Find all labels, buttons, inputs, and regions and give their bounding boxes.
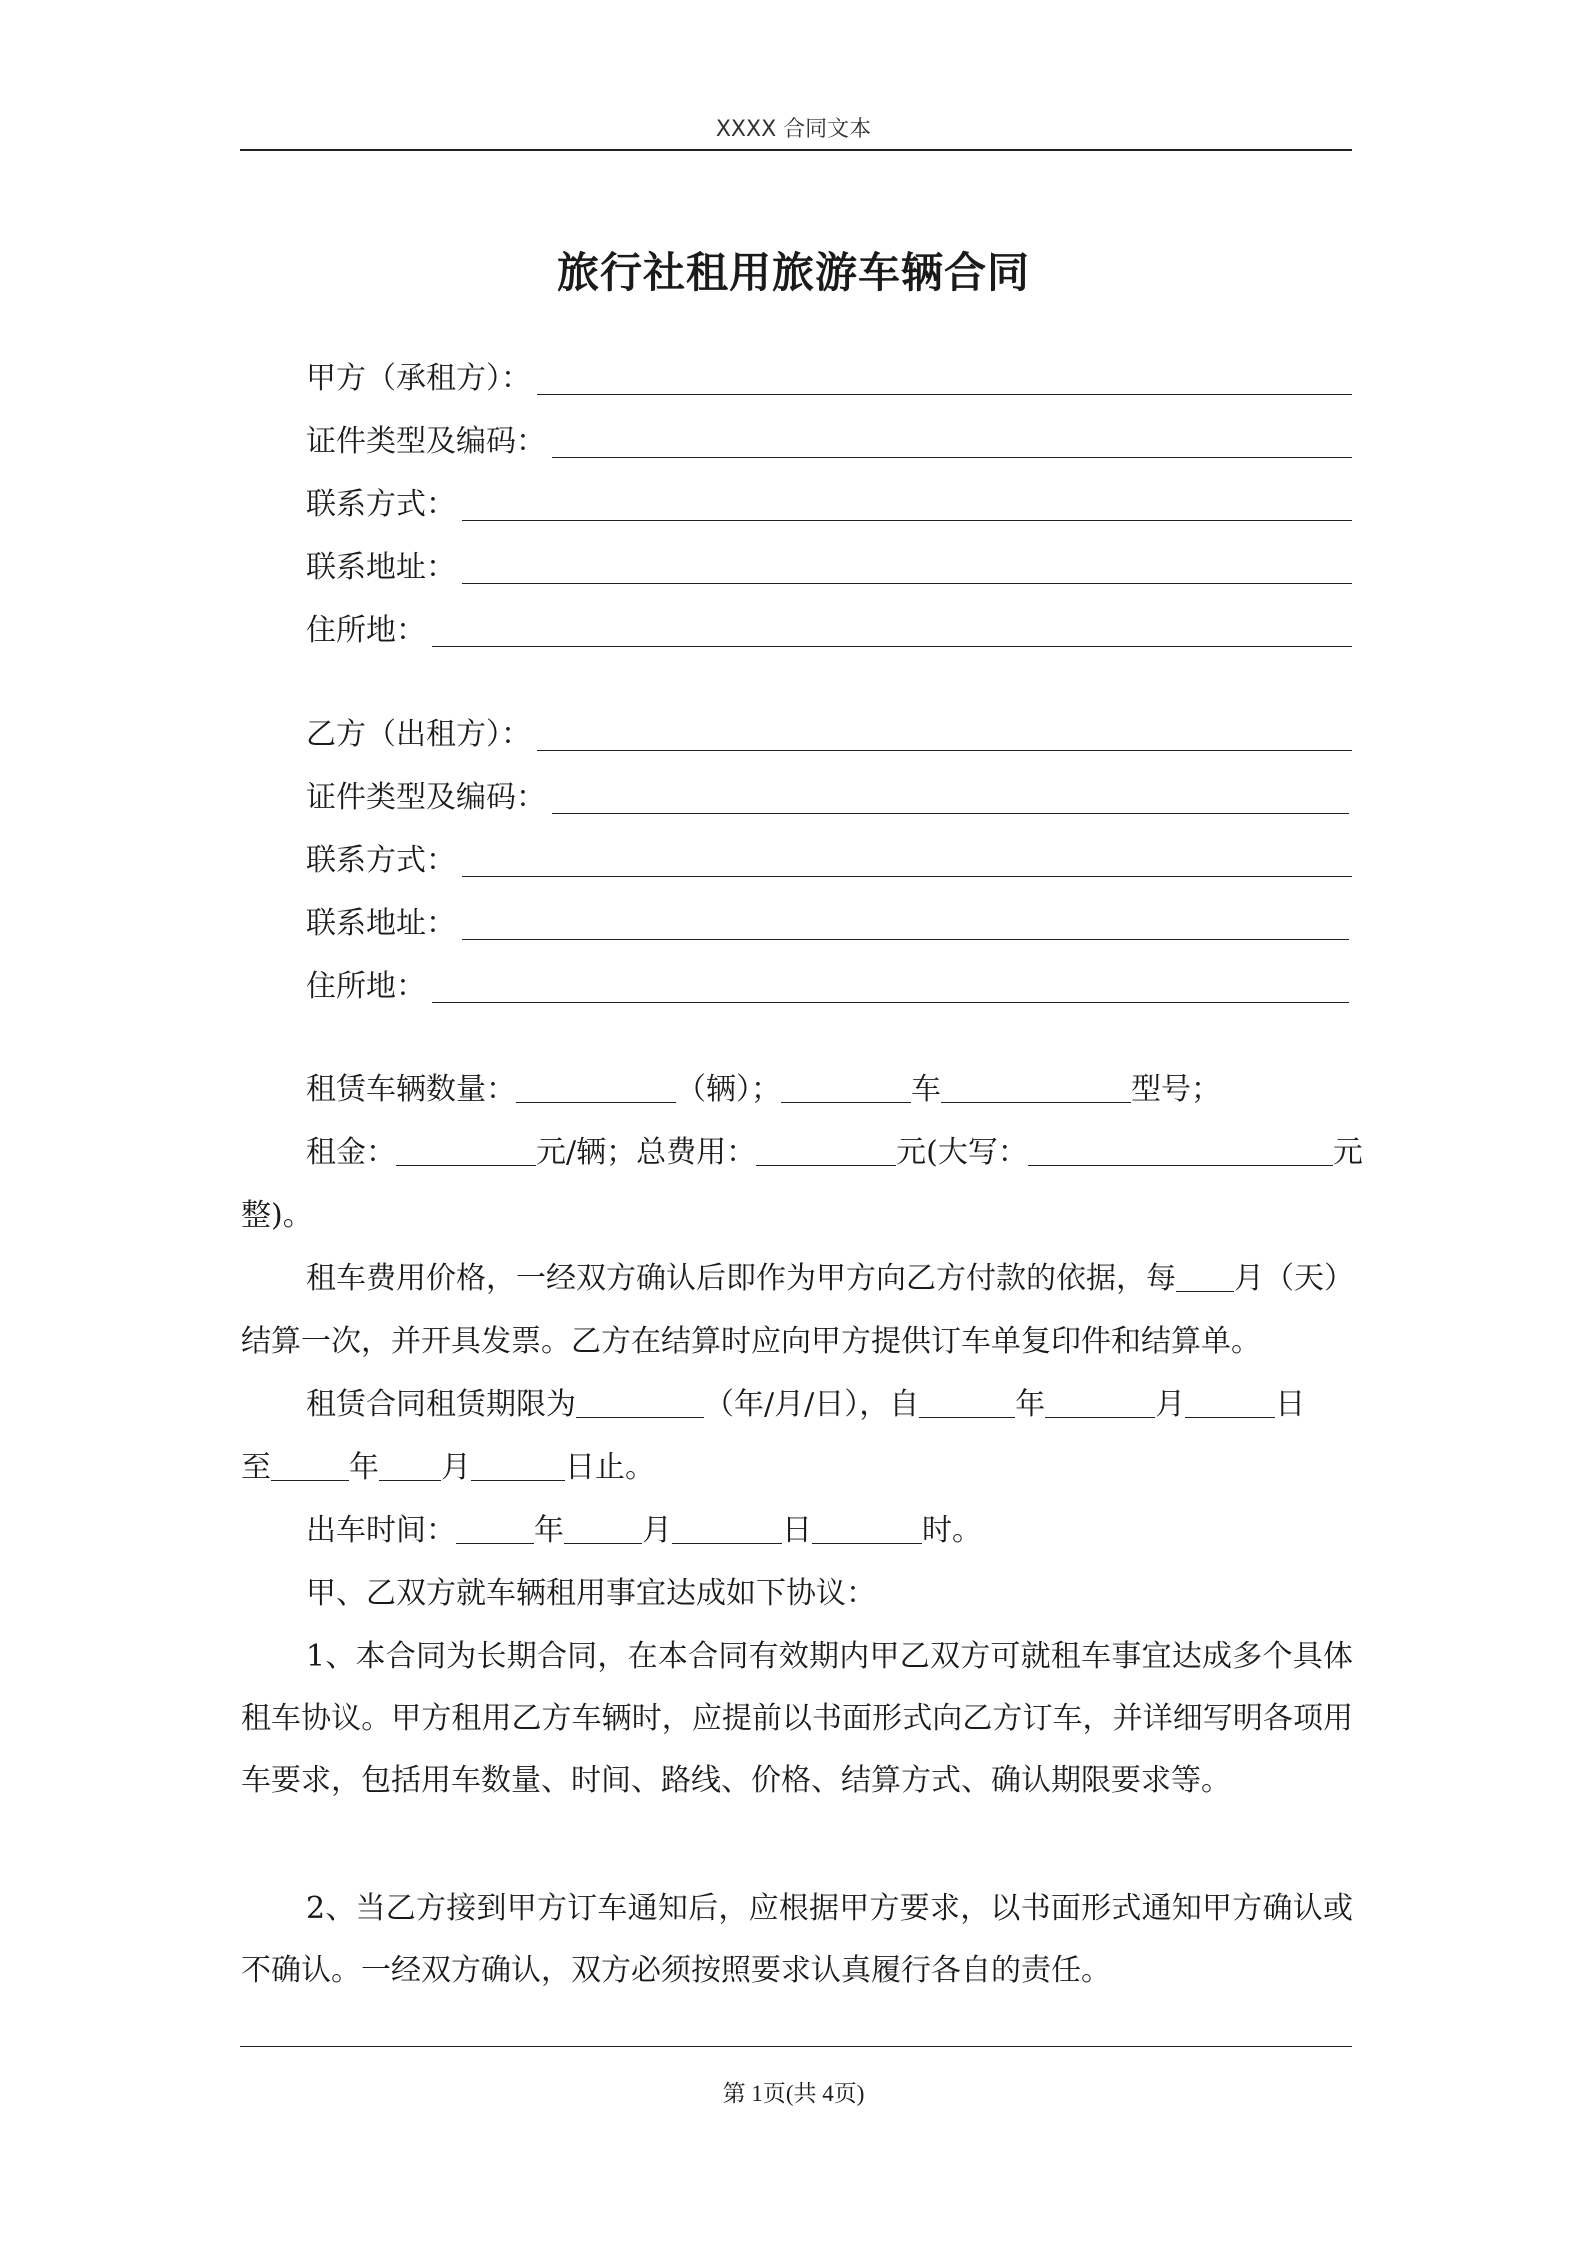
term-to-label: 至 [241,1450,271,1485]
vehicle-count-row [306,1070,1221,1110]
page-footer: 第 1页(共 4页) [722,2081,865,2106]
rent-yuan-label: 元 [1332,1135,1363,1170]
departure-year-blank[interactable] [456,1513,534,1544]
party-a-id-blank[interactable] [552,427,1352,458]
rent-per-vehicle-blank[interactable] [396,1135,536,1166]
party-a-name-blank[interactable] [537,364,1352,395]
term-month-label: 月 [1155,1387,1186,1422]
departure-label: 出车时间： [306,1513,456,1548]
party-a-contact-field[interactable] [306,481,1352,525]
term-unit: （年/月/日），自 [704,1387,920,1422]
term-end-month-blank[interactable] [379,1450,441,1481]
party-b-domicile-label: 住所地： [306,969,426,1004]
party-b-contact-blank[interactable] [462,846,1352,877]
party-a-domicile-label: 住所地： [306,613,426,648]
rent-per-vehicle-label: 元/辆；总费用： [536,1135,757,1170]
party-b-address-field[interactable] [306,900,1349,944]
departure-hour-label: 时。 [922,1513,982,1548]
party-a-address-field[interactable] [306,544,1352,588]
party-b-id-blank[interactable] [552,783,1349,814]
page-header: XXXX 合同文本 [715,117,872,142]
clause-1: 1、本合同为长期合同，在本合同有效期内甲乙双方可就租车事宜达成多个具体租车协议。甲方租用乙方车辆时，应提前以书面形式向乙方订车，并详细写明各项用车要求，包括用车数量、时间、路线、价格、结算方式、确认期限要求等。 [241,1639,1353,1798]
term-end-year-label: 年 [349,1450,379,1485]
vehicle-count-label: 租赁车辆数量： [306,1072,516,1107]
term-start-day-blank[interactable] [1185,1387,1275,1418]
rent-whole-label: 整)。 [241,1198,313,1233]
pricing-line-2 [241,1322,1261,1362]
pricing-text-a: 租车费用价格，一经双方确认后即作为甲方向乙方付款的依据，每 [306,1261,1176,1296]
term-start-month-blank[interactable] [1045,1387,1155,1418]
vehicle-count-blank[interactable] [516,1072,676,1103]
party-b-address-blank[interactable] [462,909,1349,940]
departure-day-blank[interactable] [672,1513,782,1544]
pricing-text-c: 结算一次，并开具发票。乙方在结算时应向甲方提供订车单复印件和结算单。 [241,1324,1261,1359]
party-b-id-field[interactable] [306,774,1349,818]
party-a-domicile-field[interactable] [306,607,1352,651]
term-line-2 [241,1448,655,1488]
vehicle-brand-blank[interactable] [781,1072,911,1103]
vehicle-car-label: 车 [911,1072,941,1107]
party-b-contact-label: 联系方式： [306,843,456,878]
clause-2: 2、当乙方接到甲方订车通知后，应根据甲方要求，以书面形式通知甲方确认或不确认。一经双方确认，双方必须按照要求认真履行各自的责任。 [241,1891,1353,1988]
term-end-month-label: 月 [441,1450,471,1485]
pricing-period-blank[interactable] [1176,1261,1234,1292]
party-b-name-field[interactable] [306,711,1352,755]
rent-capital-blank[interactable] [1028,1135,1333,1166]
rent-capital-label: 元(大写： [896,1135,1028,1170]
rent-label: 租金： [306,1135,396,1170]
term-line-1 [306,1385,1305,1425]
term-start-year-blank[interactable] [919,1387,1015,1418]
departure-hour-blank[interactable] [812,1513,922,1544]
document-title: 旅行社租用旅游车辆合同 [556,248,1030,297]
party-b-contact-field[interactable] [306,837,1352,881]
party-b-domicile-field[interactable] [306,963,1349,1007]
departure-day-label: 日 [782,1513,812,1548]
departure-month-label: 月 [642,1513,672,1548]
party-b-id-label: 证件类型及编码： [306,780,546,815]
departure-row [306,1511,982,1551]
departure-month-blank[interactable] [564,1513,642,1544]
vehicle-unit: （辆）； [676,1072,781,1107]
term-end-year-blank[interactable] [271,1450,349,1481]
term-day-label: 日 [1275,1387,1306,1422]
party-a-name-label: 甲方（承租方）： [306,361,531,396]
rent-row [306,1133,1363,1173]
footer-rule [240,2046,1352,2047]
party-b-name-label: 乙方（出租方）： [306,717,531,752]
departure-year-label: 年 [534,1513,564,1548]
pricing-line-1 [306,1259,1354,1299]
term-label: 租赁合同租赁期限为 [306,1387,576,1422]
rent-whole-row [241,1196,313,1236]
party-a-id-field[interactable] [306,418,1352,462]
term-end-label: 日止。 [565,1450,655,1485]
term-length-blank[interactable] [576,1387,704,1418]
party-a-id-label: 证件类型及编码： [306,424,546,459]
party-a-contact-label: 联系方式： [306,487,456,522]
agreement-intro: 甲、乙双方就车辆租用事宜达成如下协议： [306,1576,876,1611]
term-year-label: 年 [1015,1387,1046,1422]
party-a-address-label: 联系地址： [306,550,456,585]
party-b-name-blank[interactable] [537,720,1352,751]
party-b-address-label: 联系地址： [306,906,456,941]
party-a-domicile-blank[interactable] [432,616,1352,647]
party-a-address-blank[interactable] [462,553,1352,584]
term-end-day-blank[interactable] [471,1450,565,1481]
rent-total-blank[interactable] [756,1135,896,1166]
vehicle-model-blank[interactable] [941,1072,1131,1103]
party-a-contact-blank[interactable] [462,490,1352,521]
vehicle-model-label: 型号； [1131,1072,1221,1107]
party-b-domicile-blank[interactable] [432,972,1349,1003]
header-rule [240,149,1352,151]
pricing-text-b: 月（天） [1234,1261,1354,1296]
party-a-name-field[interactable] [306,355,1352,399]
